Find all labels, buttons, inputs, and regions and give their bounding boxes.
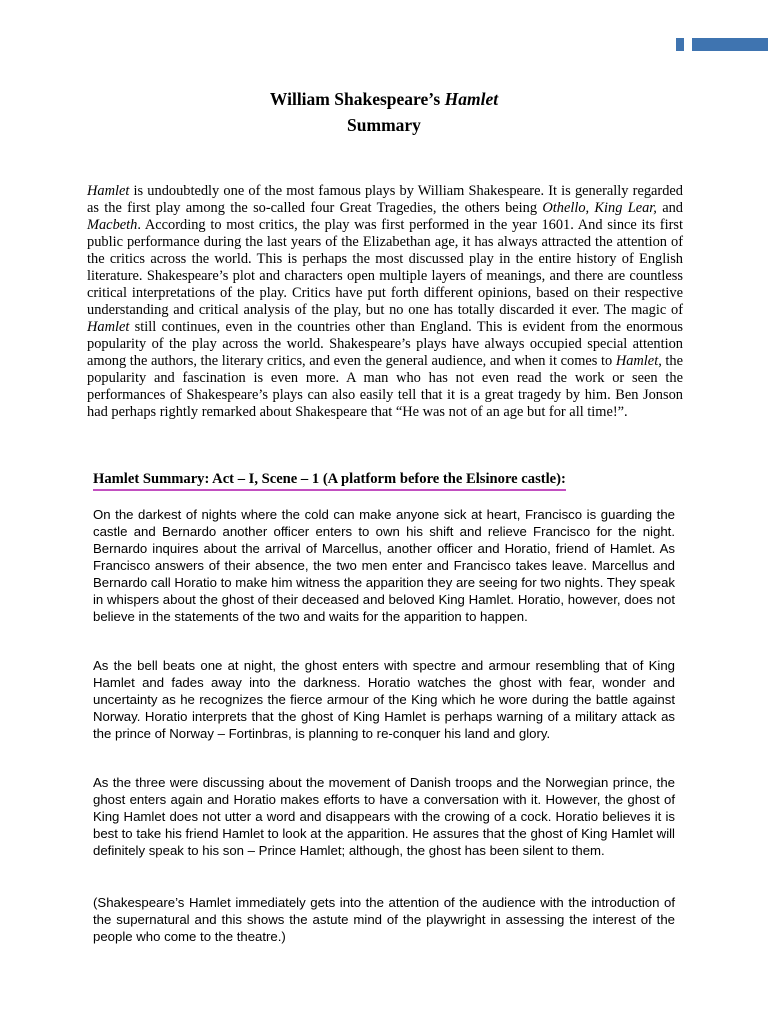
intro-paragraph: [87, 183, 683, 421]
intro-othello-lear: Othello, King Lear,: [542, 200, 657, 216]
intro-text-1: is undoubtedly one of the most famous plays by William Shakespeare. It is generally regarded as the first play among the so-called four Great Tragedies, the others being: [87, 183, 683, 216]
summary-paragraph-2: As the bell beats one at night, the ghost enters with spectre and armour resembling that of King Hamlet and fades away into the darkness. Horatio watches the ghost with fear, wonder and uncertainty as he recognizes the fierce armour of the King which he wore during the battle against Norway. Horatio interprets that the ghost of King Hamlet is perhaps warning of a military attack as the prince of Norway – Fortinbras, is planning to re-conquer his land and glory.: [93, 658, 675, 741]
corner-decoration-small: [676, 38, 684, 51]
intro-text-2: . According to most critics, the play was first performed in the year 1601. And since its first public performance during the last years of the Elizabethan age, it has always attracted the attention of the critics across the world. This is perhaps the most discussed play in the entire history of English literature. Shakespeare’s plot and characters open multiple layers of meanings, and there are countless critical interpretations of the play. Critics have put forth different opinions, based on their respective understanding and critical analysis of the play, but no one has totally discarded it ever. The magic of: [87, 217, 683, 318]
title-line: [0, 86, 768, 112]
intro-and: and: [656, 200, 683, 216]
intro-text-4: , the popularity and fascination is even more. A man who has not even read the work or seen the performances of Shakespeare’s plays can also easily tell that it is a great tragedy by him. Ben Jonson had perhaps rightly remarked about Shakespeare that “He was not of an age but for all time!”.: [87, 353, 683, 420]
document-title: [0, 86, 768, 138]
corner-decoration-bar: [692, 38, 768, 51]
summary-paragraph-1: On the darkest of nights where the cold can make anyone sick at heart, Francisco is guarding the castle and Bernardo another officer enters to own his shift and relieve Francisco for the night. Bernardo inquires about the arrival of Marcellus, another officer and Horatio, friend of Hamlet. As Francisco answers of their absence, the two men enter and Francisco takes leave. Marcellus and Bernardo call Horatio to make him witness the apparition they are seeing for two nights. They speak in whispers about the ghost of their deceased and beloved King Hamlet. Horatio, however, does not believe in the statements of the two and waits for the apparition to happen.: [93, 507, 675, 624]
title-work: Hamlet: [444, 89, 499, 109]
summary-paragraph-4: (Shakespeare’s Hamlet immediately gets into the attention of the audience with the introduction of the supernatural and this shows the astute mind of the playwright in assessing the interest of the people who come to the theatre.): [93, 895, 675, 944]
section-heading: Hamlet Summary: Act – I, Scene – 1 (A platform before the Elsinore castle):: [93, 470, 566, 491]
intro-text-3: still continues, even in the countries other than England. This is evident from the enormous popularity of the play across the world. Shakespeare’s plays have always occupied special attention among the authors, the literary critics, and even the general audience, and when it comes to: [87, 319, 683, 369]
intro-work-title-3: Hamlet: [615, 353, 659, 369]
intro-work-title-2: Hamlet: [87, 319, 130, 335]
summary-paragraph-3: As the three were discussing about the movement of Danish troops and the Norwegian prince, the ghost enters again and Horatio makes efforts to have a conversation with it. However, the ghost of King Hamlet does not utter a word and disappears with the crowing of a cock. Horatio believes it is best to take his friend Hamlet to look at the apparition. He assures that the ghost of King Hamlet will definitely speak to his son – Prince Hamlet; although, the ghost has been silent to them.: [93, 775, 675, 858]
intro-macbeth: Macbeth: [87, 217, 138, 233]
intro-work-title: Hamlet: [87, 183, 130, 199]
title-prefix: William Shakespeare’s: [269, 89, 445, 109]
subtitle: Summary: [347, 115, 421, 135]
